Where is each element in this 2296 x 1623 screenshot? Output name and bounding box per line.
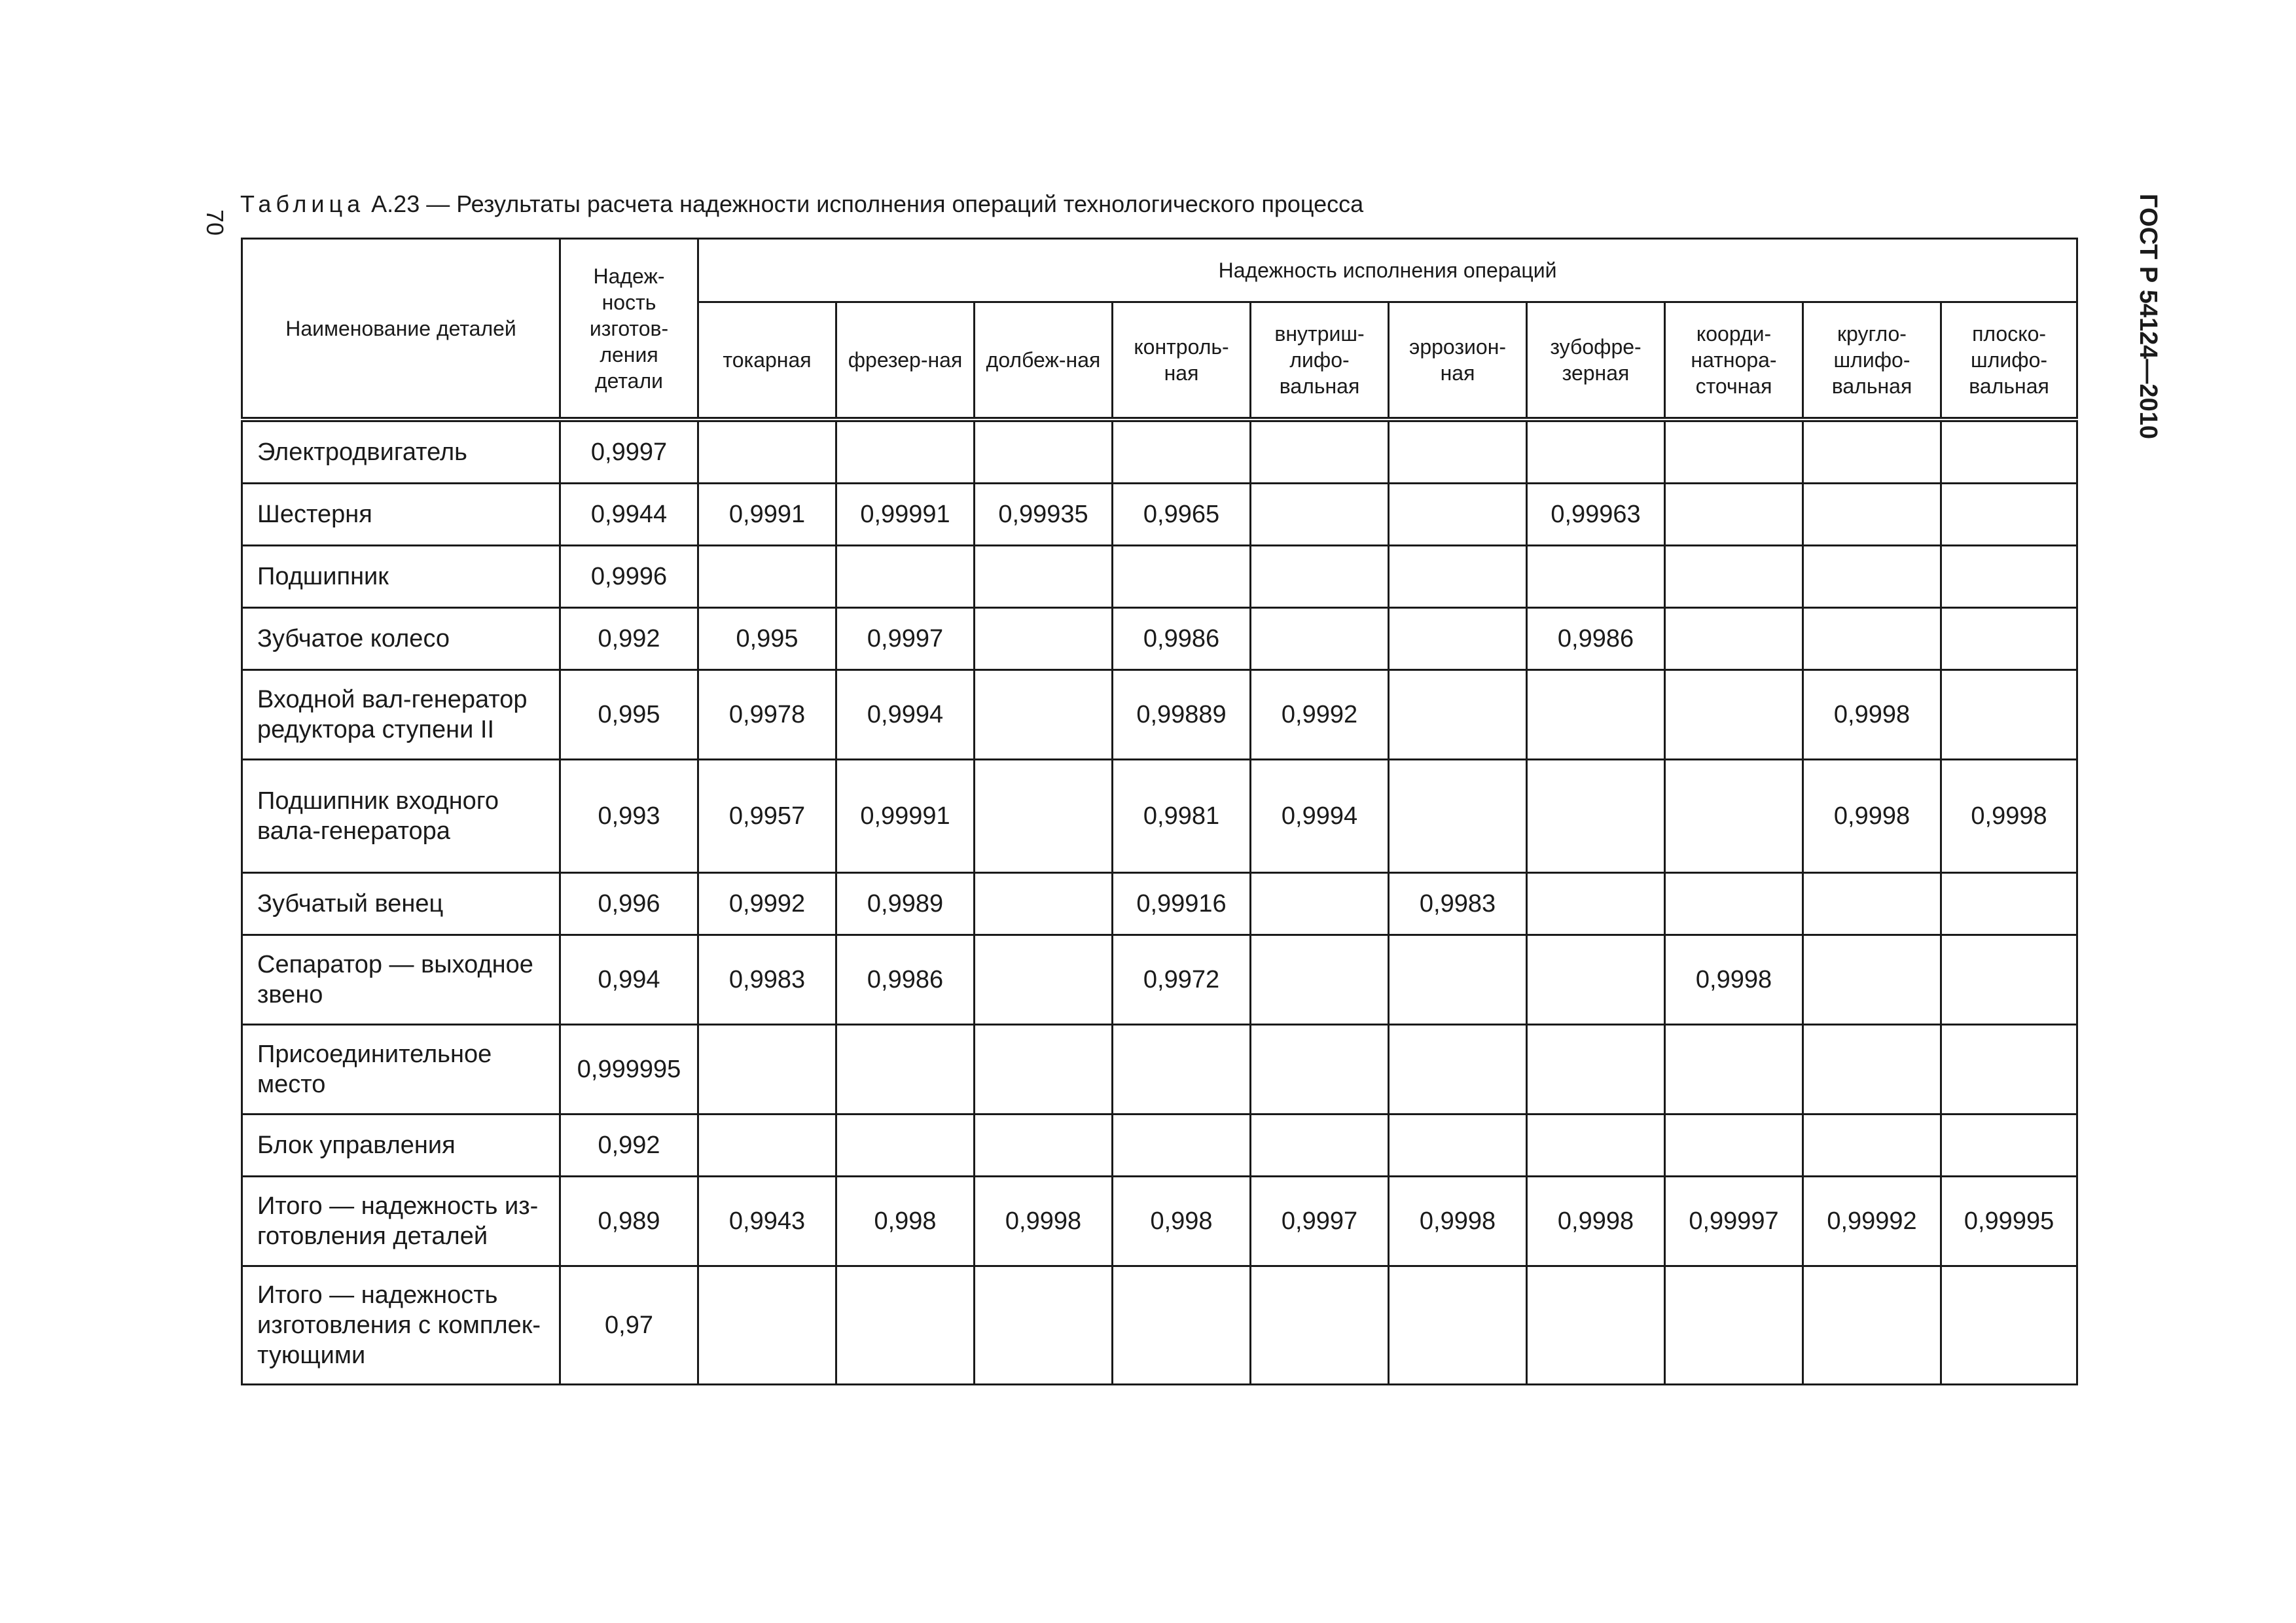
document-id: ГОСТ Р 54124—2010 [2134, 194, 2162, 439]
op-value: 0,9994 [836, 670, 975, 760]
header-op: долбеж-ная [975, 302, 1113, 420]
part-name: Электродвигатель [242, 419, 560, 484]
part-name: Входной вал-генератор редуктора ступени II [242, 670, 560, 760]
op-value [1803, 873, 1941, 935]
header-reliability-column: Надеж-ность изготов-ления детали [560, 239, 698, 420]
part-reliability: 0,992 [560, 1115, 698, 1177]
op-value [1113, 546, 1251, 608]
op-value [1527, 1115, 1665, 1177]
table-row [242, 484, 2077, 546]
op-value: 0,9986 [836, 935, 975, 1025]
op-value [1665, 1115, 1803, 1177]
part-reliability: 0,994 [560, 935, 698, 1025]
op-value: 0,9965 [1113, 484, 1251, 546]
header-op: токарная [698, 302, 836, 420]
op-value [975, 608, 1113, 670]
op-value [698, 1025, 836, 1115]
results-table [241, 238, 2078, 1385]
op-value [1665, 419, 1803, 484]
op-value [1527, 419, 1665, 484]
op-value [975, 670, 1113, 760]
op-value [1389, 546, 1527, 608]
op-value [698, 419, 836, 484]
op-value [975, 760, 1113, 873]
op-value: 0,9981 [1113, 760, 1251, 873]
caption-text: А.23 — Результаты расчета надежности исполнения операций технологического процесса [365, 190, 1364, 217]
op-value: 0,9983 [1389, 873, 1527, 935]
op-value [1803, 419, 1941, 484]
page-number: 70 [202, 209, 228, 236]
op-value [1941, 608, 2077, 670]
op-value [1113, 1266, 1251, 1385]
op-value [1941, 670, 2077, 760]
table-row [242, 1266, 2077, 1385]
op-value [1665, 608, 1803, 670]
op-value [1665, 484, 1803, 546]
header-op: эррозион-ная [1389, 302, 1527, 420]
op-value [1251, 419, 1389, 484]
op-value: 0,99963 [1527, 484, 1665, 546]
op-value [836, 1025, 975, 1115]
part-name: Итого — надежность изготовления с комплек-тующими [242, 1266, 560, 1385]
op-value: 0,9994 [1251, 760, 1389, 873]
part-name: Сепаратор — выходное звено [242, 935, 560, 1025]
op-value [1251, 1115, 1389, 1177]
part-reliability: 0,996 [560, 873, 698, 935]
op-value [1803, 935, 1941, 1025]
op-value [975, 1266, 1113, 1385]
table-row [242, 546, 2077, 608]
op-value: 0,99935 [975, 484, 1113, 546]
part-name: Зубчатое колесо [242, 608, 560, 670]
op-value: 0,9989 [836, 873, 975, 935]
part-reliability: 0,9996 [560, 546, 698, 608]
op-value: 0,9957 [698, 760, 836, 873]
op-value [1251, 935, 1389, 1025]
op-value [698, 1115, 836, 1177]
part-name: Шестерня [242, 484, 560, 546]
op-value: 0,9998 [1941, 760, 2077, 873]
op-value [1251, 1025, 1389, 1115]
op-value [1941, 1115, 2077, 1177]
part-reliability: 0,9997 [560, 419, 698, 484]
op-value [1251, 1266, 1389, 1385]
table-row [242, 670, 2077, 760]
header-op: фрезер-ная [836, 302, 975, 420]
op-value [1389, 760, 1527, 873]
part-reliability: 0,97 [560, 1266, 698, 1385]
op-value [1389, 1115, 1527, 1177]
op-value: 0,9998 [1803, 760, 1941, 873]
op-value [1251, 608, 1389, 670]
table-row [242, 1115, 2077, 1177]
op-value: 0,99992 [1803, 1177, 1941, 1266]
op-value: 0,9972 [1113, 935, 1251, 1025]
op-value: 0,9986 [1527, 608, 1665, 670]
op-value: 0,9992 [1251, 670, 1389, 760]
op-value [1251, 484, 1389, 546]
op-value: 0,9998 [1527, 1177, 1665, 1266]
op-value: 0,9997 [836, 608, 975, 670]
op-value [1803, 608, 1941, 670]
op-value [698, 1266, 836, 1385]
header-op: контроль-ная [1113, 302, 1251, 420]
op-value [1527, 670, 1665, 760]
op-value: 0,9991 [698, 484, 836, 546]
op-value: 0,9998 [1389, 1177, 1527, 1266]
op-value [1803, 1025, 1941, 1115]
op-value: 0,9998 [975, 1177, 1113, 1266]
op-value: 0,9992 [698, 873, 836, 935]
op-value: 0,9978 [698, 670, 836, 760]
part-reliability: 0,993 [560, 760, 698, 873]
part-name: Итого — надежность из-готовления деталей [242, 1177, 560, 1266]
part-reliability: 0,9944 [560, 484, 698, 546]
op-value [1665, 546, 1803, 608]
op-value [1941, 419, 2077, 484]
op-value [975, 1025, 1113, 1115]
header-op: зубофре-зерная [1527, 302, 1665, 420]
op-value [1251, 873, 1389, 935]
op-value [1803, 484, 1941, 546]
op-value [1941, 935, 2077, 1025]
op-value [1665, 760, 1803, 873]
caption-label: Таблица [240, 190, 365, 217]
op-value [975, 935, 1113, 1025]
part-reliability: 0,989 [560, 1177, 698, 1266]
op-value [1113, 1115, 1251, 1177]
op-value: 0,9998 [1803, 670, 1941, 760]
op-value: 0,99889 [1113, 670, 1251, 760]
op-value [1941, 484, 2077, 546]
op-value [1527, 935, 1665, 1025]
op-value [1389, 608, 1527, 670]
part-name: Блок управления [242, 1115, 560, 1177]
part-name: Зубчатый венец [242, 873, 560, 935]
op-value [1389, 419, 1527, 484]
op-value [1389, 1025, 1527, 1115]
op-value [1941, 546, 2077, 608]
op-value [1941, 1266, 2077, 1385]
part-name: Присоединительное место [242, 1025, 560, 1115]
table-row [242, 1177, 2077, 1266]
op-value [1803, 546, 1941, 608]
op-value: 0,9983 [698, 935, 836, 1025]
op-value [1389, 670, 1527, 760]
op-value: 0,99997 [1665, 1177, 1803, 1266]
table-row [242, 419, 2077, 484]
op-value [1113, 1025, 1251, 1115]
header-op: кругло-шлифо-вальная [1803, 302, 1941, 420]
op-value [1527, 1266, 1665, 1385]
op-value: 0,99991 [836, 484, 975, 546]
op-value: 0,9998 [1665, 935, 1803, 1025]
op-value [836, 419, 975, 484]
op-value [1665, 1266, 1803, 1385]
table-row [242, 873, 2077, 935]
table-caption [240, 190, 1363, 219]
op-value [1389, 935, 1527, 1025]
op-value [1665, 873, 1803, 935]
op-value [1527, 873, 1665, 935]
op-value [836, 546, 975, 608]
op-value [975, 546, 1113, 608]
header-name-column: Наименование деталей [242, 239, 560, 420]
part-reliability: 0,999995 [560, 1025, 698, 1115]
op-value [1527, 546, 1665, 608]
op-value [836, 1266, 975, 1385]
op-value: 0,99995 [1941, 1177, 2077, 1266]
op-value: 0,995 [698, 608, 836, 670]
table-row [242, 1025, 2077, 1115]
part-name: Подшипник [242, 546, 560, 608]
op-value [1251, 546, 1389, 608]
op-value [1665, 1025, 1803, 1115]
op-value: 0,9997 [1251, 1177, 1389, 1266]
header-operations-group: Надежность исполнения операций [698, 239, 2077, 302]
op-value: 0,99916 [1113, 873, 1251, 935]
part-reliability: 0,992 [560, 608, 698, 670]
op-value [1389, 484, 1527, 546]
header-op: коорди-натнора-сточная [1665, 302, 1803, 420]
op-value: 0,9943 [698, 1177, 836, 1266]
table-row [242, 760, 2077, 873]
op-value [1665, 670, 1803, 760]
op-value: 0,998 [836, 1177, 975, 1266]
header-op: плоско-шлифо-вальная [1941, 302, 2077, 420]
op-value: 0,998 [1113, 1177, 1251, 1266]
part-name: Подшипник входного вала-генератора [242, 760, 560, 873]
op-value [836, 1115, 975, 1177]
op-value [1941, 873, 2077, 935]
op-value: 0,99991 [836, 760, 975, 873]
header-op: внутриш-лифо-вальная [1251, 302, 1389, 420]
op-value [1527, 760, 1665, 873]
part-reliability: 0,995 [560, 670, 698, 760]
op-value [698, 546, 836, 608]
op-value [975, 873, 1113, 935]
table-row [242, 608, 2077, 670]
table-row [242, 935, 2077, 1025]
op-value [1113, 419, 1251, 484]
op-value [1389, 1266, 1527, 1385]
op-value [1941, 1025, 2077, 1115]
op-value [975, 419, 1113, 484]
op-value [975, 1115, 1113, 1177]
op-value: 0,9986 [1113, 608, 1251, 670]
op-value [1527, 1025, 1665, 1115]
op-value [1803, 1115, 1941, 1177]
op-value [1803, 1266, 1941, 1385]
